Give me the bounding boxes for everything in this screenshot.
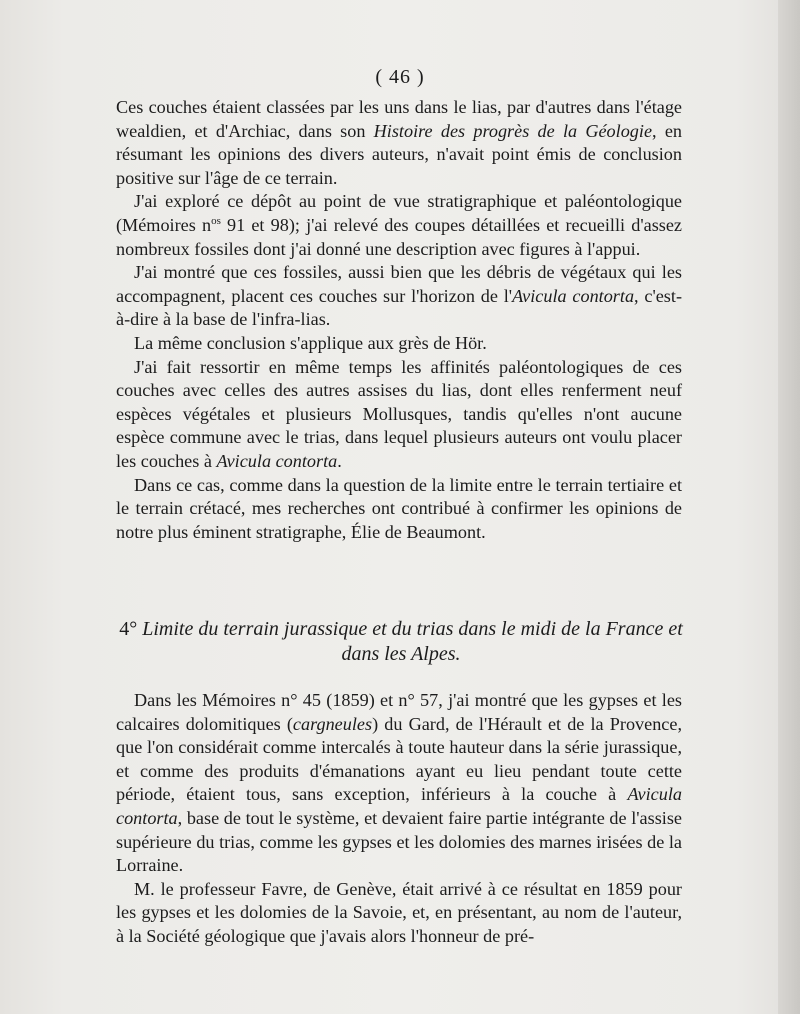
paragraph: Ces couches étaient classées par les uns dans le lias, par d'autres dans l'étage wealdien, et d'Archiac, dans son Histoire des progrès de la Géologie, en résumant les opinions des divers auteurs, n'avait point émis de conclusion positive sur l'âge de ce terrain. <box>116 97 682 188</box>
paragraph: La même conclusion s'applique aux grès de Hör. <box>134 332 487 353</box>
section-number: 4° <box>119 618 138 640</box>
paragraph: J'ai montré que ces fossiles, aussi bien que les débris de végétaux qui les accompagnent, placent ces couches sur l'horizon de l'Avicula contorta, c'est-à-dire à la base de l'infra-lias. <box>116 262 682 330</box>
text-block-1 <box>116 96 682 544</box>
paragraph: M. le professeur Favre, de Genève, était arrivé à ce résultat en 1859 pour les gypses et les dolomies de la Savoie, et, en présentant, au nom de l'auteur, à la Société géologique que j'avais alors l'honneur de pré- <box>116 878 682 946</box>
section-heading <box>116 617 686 667</box>
text-block-2 <box>116 689 682 949</box>
section-title: Limite du terrain jurassique et du trias dans le midi de la France et dans les Alpes. <box>142 618 683 665</box>
paragraph: Dans les Mémoires n° 45 (1859) et n° 57, j'ai montré que les gypses et les calcaires dolomitiques (cargneules) du Gard, de l'Hérault et de la Provence, que l'on considérait comme intercalés à toute hauteur dans la série jurassique, et comme des produits d'émanations ayant eu lieu pendant toute cette période, étaient tous, sans exception, inférieurs à la couche à Avicula contorta, base de tout le système, et devaient faire partie intégrante de l'assise supérieure du trias, comme les gypses et les dolomies des marnes irisées de la Lorraine. <box>116 690 682 876</box>
page-number: ( 46 ) <box>375 66 425 88</box>
page-edge <box>778 0 800 1014</box>
paragraph: J'ai fait ressortir en même temps les affinités paléontologiques de ces couches avec celles des autres assises du lias, dont elles renferment neuf espèces végétales et plusieurs Mollusques, tandis qu'elles n'ont aucune espèce commune avec le trias, dans lequel plusieurs auteurs ont voulu placer les couches à Avicula contorta. <box>116 356 682 471</box>
paragraph: J'ai exploré ce dépôt au point de vue stratigraphique et paléontologique (Mémoires $n^{os}$ 91 et 98); j'ai relevé des coupes détaillées et recueilli d'assez nombreux fossiles dont j'ai donné une description avec figures à l'appui. <box>116 191 682 259</box>
paragraph: Dans ce cas, comme dans la question de la limite entre le terrain tertiaire et le terrain crétacé, mes recherches ont contribué à confirmer les opinions de notre plus éminent stratigraphe, Élie de Beaumont. <box>116 474 682 542</box>
